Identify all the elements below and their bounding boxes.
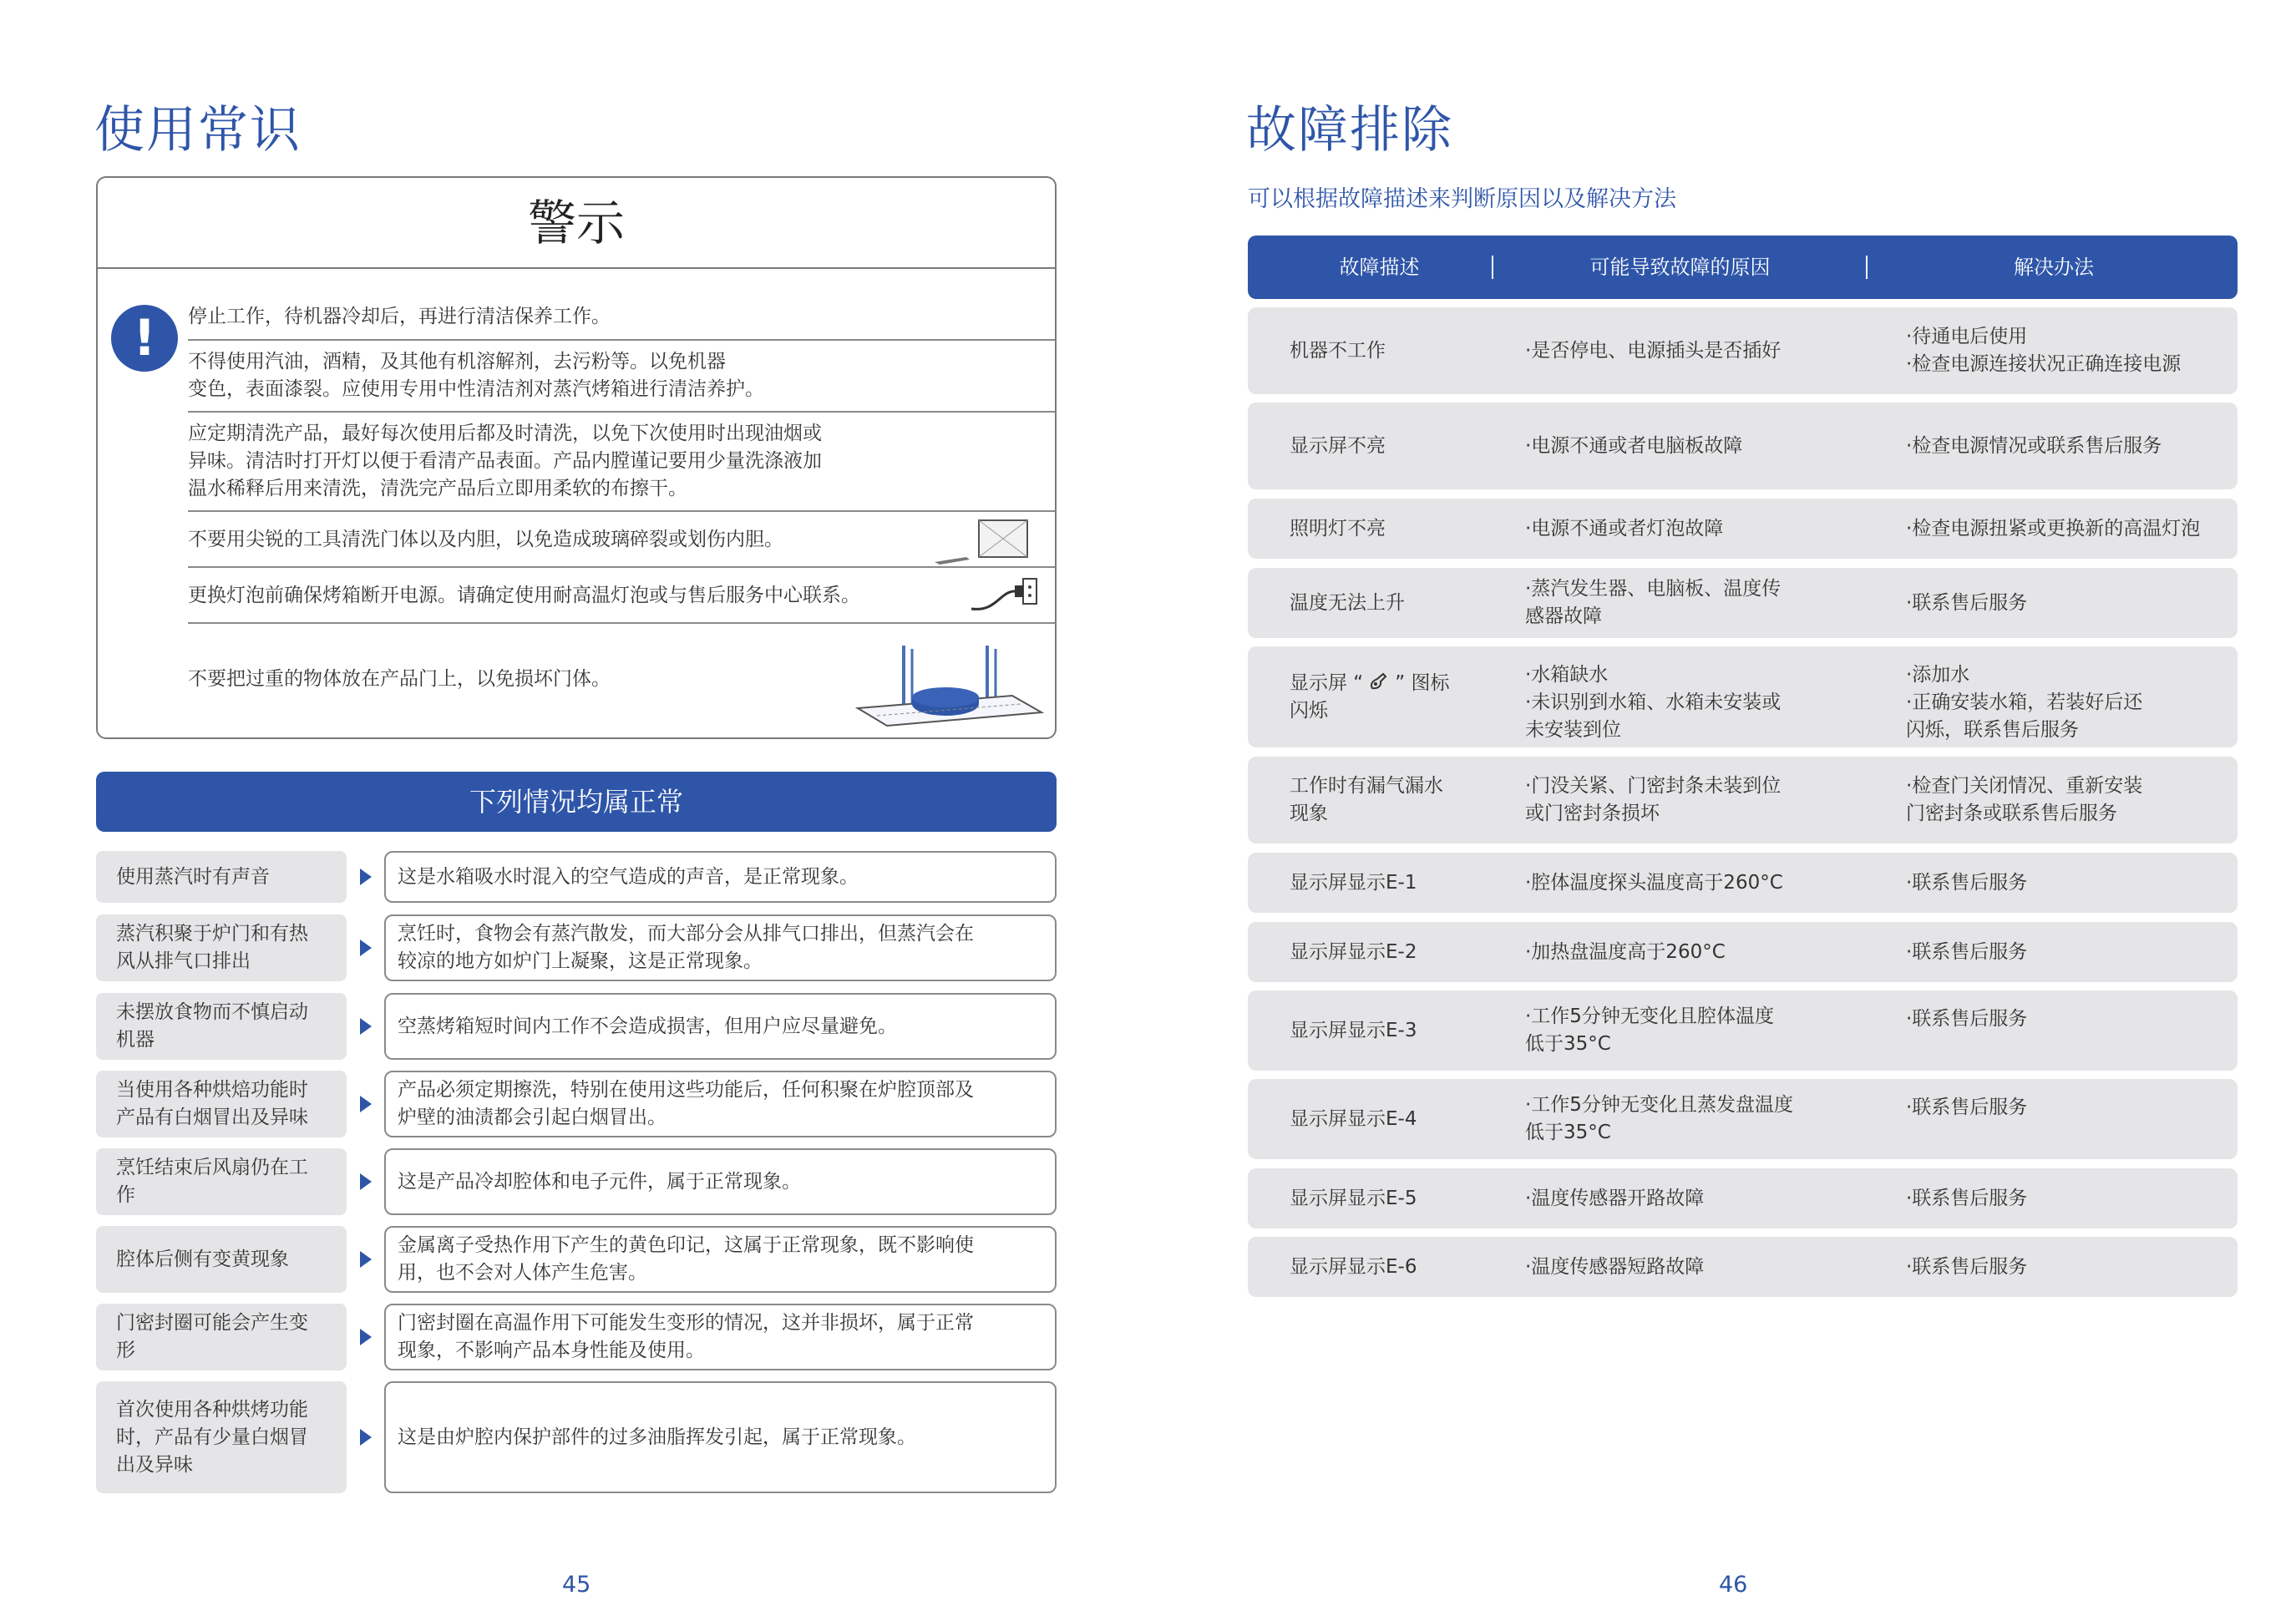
- cause-cell: ·温度传感器短路故障: [1525, 1255, 1705, 1278]
- fault-cell: 温度无法上升: [1290, 591, 1405, 614]
- normal-situation: 烹饪结束后风扇仍在工 作: [96, 1148, 347, 1215]
- normal-row: [96, 1304, 1057, 1370]
- divider: [188, 622, 1055, 624]
- warning-box: [96, 176, 1057, 739]
- cause-cell: ·蒸汽发生器、电脑板、温度传 感器故障: [1525, 578, 1782, 627]
- warning-item-1: 停止工作，待机器冷却后，再进行清洁保养工作。: [188, 305, 611, 327]
- arrow-right-icon: [360, 1251, 372, 1268]
- normal-explanation: 烹饪时，食物会有蒸汽散发，而大部分会从排气口排出，但蒸汽会在 较凉的地方如炉门上凝聚，这是正常现象。: [384, 914, 1057, 981]
- troubleshooting-row: [1248, 1168, 2238, 1228]
- divider: [188, 510, 1055, 512]
- fault-cell: 机器不工作: [1290, 339, 1386, 362]
- arrow-right-icon: [360, 1096, 372, 1112]
- normal-explanation: 金属离子受热作用下产生的黄色印记，这属于正常现象，既不影响使 用，也不会对人体产生危害。: [384, 1226, 1057, 1293]
- solution-cell: ·检查电源扭紧或更换新的高温灯泡: [1906, 517, 2201, 539]
- fault-cell: 显示屏显示E-6: [1290, 1255, 1417, 1278]
- normal-row: [96, 1148, 1057, 1215]
- cause-cell: ·腔体温度探头温度高于260°C: [1525, 871, 1783, 894]
- normal-situation: 当使用各种烘焙功能时 产品有白烟冒出及异味: [96, 1071, 347, 1137]
- troubleshooting-row: [1248, 1237, 2238, 1297]
- cause-cell: ·加热盘温度高于260°C: [1525, 940, 1726, 963]
- water-tank-icon: [1368, 671, 1390, 692]
- normal-situation: 门密封圈可能会产生变 形: [96, 1304, 347, 1370]
- arrow-right-icon: [360, 1329, 372, 1345]
- fault-cell: 工作时有漏气漏水 现象: [1290, 775, 1443, 824]
- header-solution: 解决办法: [2014, 256, 2094, 279]
- solution-cell: ·联系售后服务: [1906, 871, 2028, 894]
- header-cause: 可能导致故障的原因: [1589, 256, 1771, 279]
- cause-cell: ·工作5分钟无变化且蒸发盘温度 低于35°C: [1525, 1094, 1793, 1143]
- header-fault: 故障描述: [1339, 256, 1420, 279]
- page-subtitle: 可以根据故障描述来判断原因以及解决方法: [1248, 186, 1676, 212]
- warning-item-5: 更换灯泡前确保烤箱断开电源。请确定使用耐高温灯泡或与售后服务中心联系。: [188, 584, 860, 606]
- normal-row: [96, 851, 1057, 903]
- warning-item-6: 不要把过重的物体放在产品门上，以免损坏门体。: [188, 667, 611, 690]
- glass-door-scraper-icon: [933, 514, 1033, 565]
- fault-cell: 显示屏显示E-3: [1290, 1019, 1417, 1041]
- solution-cell: ·联系售后服务: [1906, 1097, 2028, 1118]
- normal-row: [96, 993, 1057, 1060]
- normal-row: [96, 1071, 1057, 1137]
- solution-cell: ·检查门关闭情况、重新安装 门密封条或联系售后服务: [1906, 775, 2143, 824]
- normal-situation: 首次使用各种烘烤功能 时，产品有少量白烟冒 出及异味: [96, 1381, 347, 1493]
- solution-cell: ·联系售后服务: [1906, 1008, 2028, 1030]
- cause-cell: ·电源不通或者灯泡故障: [1525, 517, 1724, 539]
- arrow-right-icon: [360, 1429, 372, 1446]
- solution-cell: ·联系售后服务: [1906, 1255, 2028, 1278]
- troubleshooting-row: [1248, 853, 2238, 913]
- solution-cell: ·待通电后使用 ·检查电源连接状况正确连接电源: [1906, 326, 2182, 375]
- troubleshooting-row: [1248, 403, 2238, 489]
- normal-situation: 蒸汽积聚于炉门和有热 风从排气口排出: [96, 914, 347, 981]
- cause-cell: ·温度传感器开路故障: [1525, 1187, 1705, 1209]
- normal-section-header: 下列情况均属正常: [96, 772, 1057, 832]
- arrow-right-icon: [360, 940, 372, 956]
- page-number: 45: [562, 1572, 591, 1598]
- normal-row: [96, 1226, 1057, 1293]
- normal-explanation: 空蒸烤箱短时间内工作不会造成损害，但用户应尽量避免。: [384, 993, 1057, 1060]
- troubleshooting-row: [1248, 307, 2238, 394]
- troubleshooting-row: [1248, 990, 2238, 1071]
- solution-cell: ·联系售后服务: [1906, 940, 2028, 963]
- cause-cell: ·门没关紧、门密封条未装到位 或门密封条损坏: [1525, 775, 1782, 824]
- solution-cell: ·检查电源情况或联系售后服务: [1906, 434, 2162, 457]
- fault-cell: 照明灯不亮: [1290, 517, 1386, 539]
- fault-cell: 显示屏显示E-1: [1290, 871, 1417, 894]
- troubleshooting-table-header: [1248, 236, 2238, 299]
- page-title-usage: 使用常识: [94, 101, 302, 160]
- page-number: 46: [1719, 1572, 1748, 1598]
- warning-item-4: 不要用尖锐的工具清洗门体以及内胆，以免造成玻璃碎裂或划伤内胆。: [188, 528, 783, 550]
- cause-cell: ·水箱缺水 ·未识别到水箱、水箱未安装或 未安装到位: [1525, 664, 1782, 741]
- cause-cell: ·工作5分钟无变化且腔体温度 低于35°C: [1525, 1006, 1774, 1055]
- cause-cell: ·电源不通或者电脑板故障: [1525, 434, 1743, 457]
- arrow-right-icon: [360, 869, 372, 885]
- fault-cell: 显示屏显示E-2: [1290, 940, 1417, 963]
- normal-situation: 使用蒸汽时有声音: [96, 851, 347, 903]
- divider: [188, 339, 1055, 341]
- troubleshooting-row: [1248, 568, 2238, 638]
- header-separator: [1492, 256, 1493, 279]
- header-separator: [1866, 256, 1868, 279]
- warning-item-2: 不得使用汽油，酒精，及其他有机溶解剂，去污粉等。以免机器 变色，表面漆裂。应使用专用中性清洁剂对蒸汽烤箱进行清洁养护。: [188, 351, 764, 400]
- fault-cell: 显示屏显示E-4: [1290, 1107, 1417, 1130]
- normal-explanation: 这是由炉腔内保护部件的过多油脂挥发引起，属于正常现象。: [384, 1381, 1057, 1493]
- cause-cell: ·是否停电、电源插头是否插好: [1525, 339, 1782, 362]
- troubleshooting-row: [1248, 922, 2238, 982]
- fault-cell: 显示屏不亮: [1290, 434, 1386, 457]
- arrow-right-icon: [360, 1018, 372, 1035]
- normal-situation: 腔体后侧有变黄现象: [96, 1226, 347, 1293]
- normal-explanation: 这是产品冷却腔体和电子元件，属于正常现象。: [384, 1148, 1057, 1215]
- troubleshooting-row: [1248, 1079, 2238, 1159]
- divider: [188, 411, 1055, 413]
- solution-cell: ·联系售后服务: [1906, 1187, 2028, 1209]
- divider: [188, 566, 1055, 568]
- normal-explanation: 产品必须定期擦洗，特别在使用这些功能后，任何积聚在炉腔顶部及 炉壁的油渍都会引起白烟冒出。: [384, 1071, 1057, 1137]
- solution-cell: ·添加水 ·正确安装水箱，若装好后还 闪烁，联系售后服务: [1906, 664, 2143, 741]
- troubleshooting-row: [1248, 499, 2238, 559]
- heavy-object-on-door-icon: [854, 637, 1046, 731]
- arrow-right-icon: [360, 1173, 372, 1190]
- power-plug-icon: [966, 570, 1042, 622]
- normal-explanation: 门密封圈在高温作用下可能发生变形的情况，这并非损坏，属于正常 现象，不影响产品本身性能及使用。: [384, 1304, 1057, 1370]
- normal-explanation: 这是水箱吸水时混入的空气造成的声音，是正常现象。: [384, 851, 1057, 903]
- fault-cell: 显示屏 “ ” 图标 闪烁: [1290, 671, 1450, 722]
- normal-row: [96, 1381, 1057, 1493]
- page-title-troubleshooting: 故障排除: [1246, 101, 1453, 160]
- normal-situation: 未摆放食物而不慎启动 机器: [96, 993, 347, 1060]
- warning-title: 警示: [98, 178, 1055, 269]
- troubleshooting-row: [1248, 646, 2238, 747]
- fault-cell: 显示屏显示E-5: [1290, 1187, 1417, 1209]
- troubleshooting-row: [1248, 757, 2238, 843]
- normal-row: [96, 914, 1057, 981]
- solution-cell: ·联系售后服务: [1906, 591, 2028, 614]
- exclamation-icon: !: [111, 305, 178, 372]
- warning-item-3: 应定期清洗产品，最好每次使用后都及时清洗，以免下次使用时出现油烟或 异味。清洁时打开灯以便于看清产品表面。产品内膛谨记要用少量洗涤液加 温水稀释后用来清洗，清洗完产品后立即用柔软的布擦干。: [188, 422, 822, 499]
